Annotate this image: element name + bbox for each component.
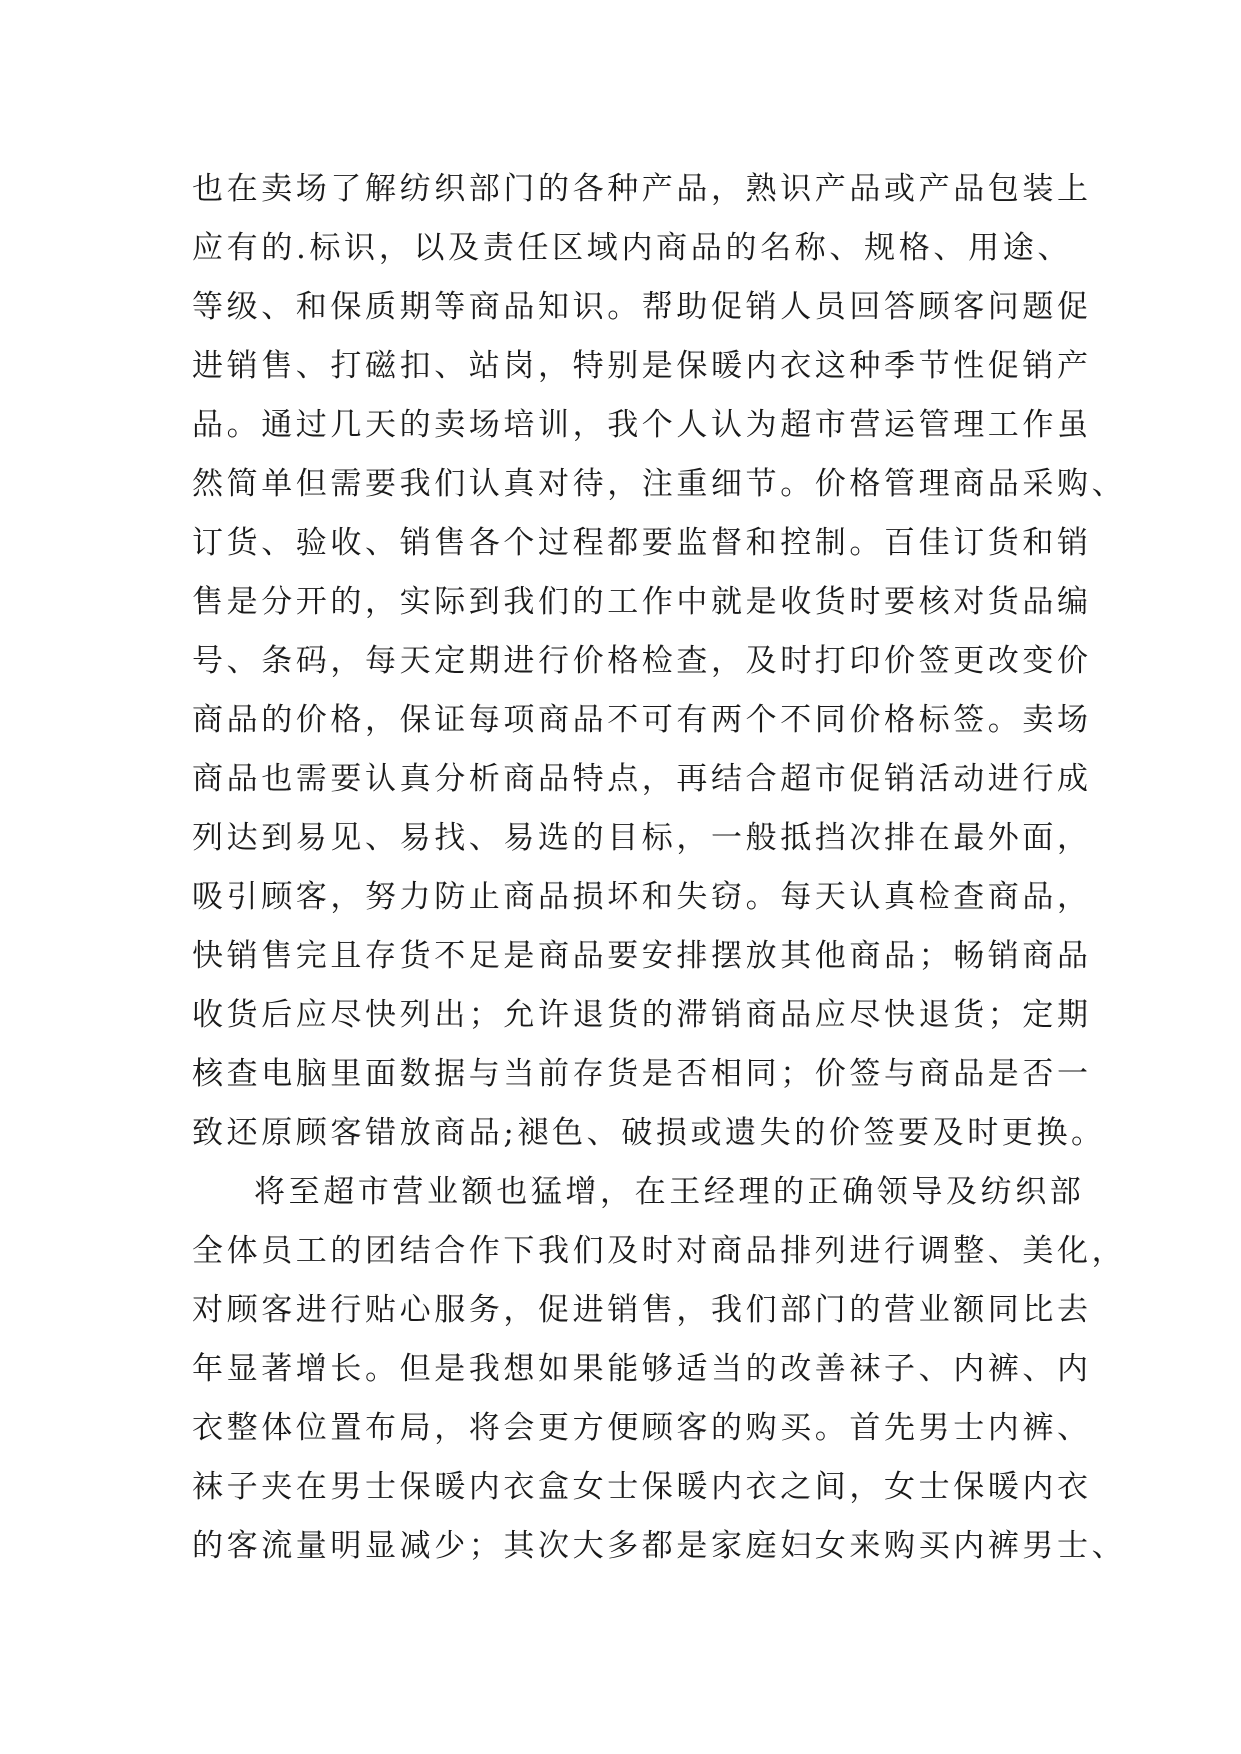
text-line: 应有的.标识，以及责任区域内商品的名称、规格、用途、	[192, 230, 1072, 266]
body-text	[192, 160, 1127, 1576]
text-line: 等级、和保质期等商品知识。帮助促销人员回答顾客问题促	[192, 289, 1092, 325]
text-line: 进销售、打磁扣、站岗，特别是保暖内衣这种季节性促销产	[192, 348, 1092, 384]
text-line: 吸引顾客，努力防止商品损坏和失窃。每天认真检查商品，	[192, 879, 1092, 915]
text-line: 快销售完且存货不足是商品要安排摆放其他商品；畅销商品	[192, 938, 1092, 974]
text-line: 核查电脑里面数据与当前存货是否相同；价签与商品是否一	[192, 1056, 1092, 1092]
paragraph-1	[192, 160, 1127, 1163]
text-line: 列达到易见、易找、易选的目标，一般抵挡次排在最外面，	[192, 820, 1092, 856]
text-line: 袜子夹在男士保暖内衣盒女士保暖内衣之间，女士保暖内衣	[192, 1469, 1092, 1505]
text-line: 售是分开的，实际到我们的工作中就是收货时要核对货品编	[192, 584, 1092, 620]
text-line: 商品的价格，保证每项商品不可有两个不同价格标签。卖场	[192, 702, 1092, 738]
text-line: 全体员工的团结合作下我们及时对商品排列进行调整、美化，	[192, 1233, 1127, 1269]
text-line: 致还原顾客错放商品;褪色、破损或遗失的价签要及时更换。	[192, 1115, 1106, 1151]
text-line: 收货后应尽快列出；允许退货的滞销商品应尽快退货；定期	[192, 997, 1092, 1033]
text-line: 商品也需要认真分析商品特点，再结合超市促销活动进行成	[192, 761, 1092, 797]
text-line: 的客流量明显减少；其次大多都是家庭妇女来购买内裤男士、	[192, 1528, 1127, 1564]
text-line: 也在卖场了解纺织部门的各种产品，熟识产品或产品包装上	[192, 171, 1092, 207]
text-line: 订货、验收、销售各个过程都要监督和控制。百佳订货和销	[192, 525, 1092, 561]
paragraph-2	[192, 1163, 1127, 1576]
text-line: 对顾客进行贴心服务，促进销售，我们部门的营业额同比去	[192, 1292, 1092, 1328]
text-line: 将至超市营业额也猛增，在王经理的正确领导及纺织部	[254, 1174, 1085, 1210]
text-line: 然简单但需要我们认真对待，注重细节。价格管理商品采购、	[192, 466, 1127, 502]
text-line: 年显著增长。但是我想如果能够适当的改善袜子、内裤、内	[192, 1351, 1092, 1387]
text-line: 号、条码，每天定期进行价格检查，及时打印价签更改变价	[192, 643, 1092, 679]
text-line: 品。通过几天的卖场培训，我个人认为超市营运管理工作虽	[192, 407, 1092, 443]
text-line: 衣整体位置布局，将会更方便顾客的购买。首先男士内裤、	[192, 1410, 1092, 1446]
